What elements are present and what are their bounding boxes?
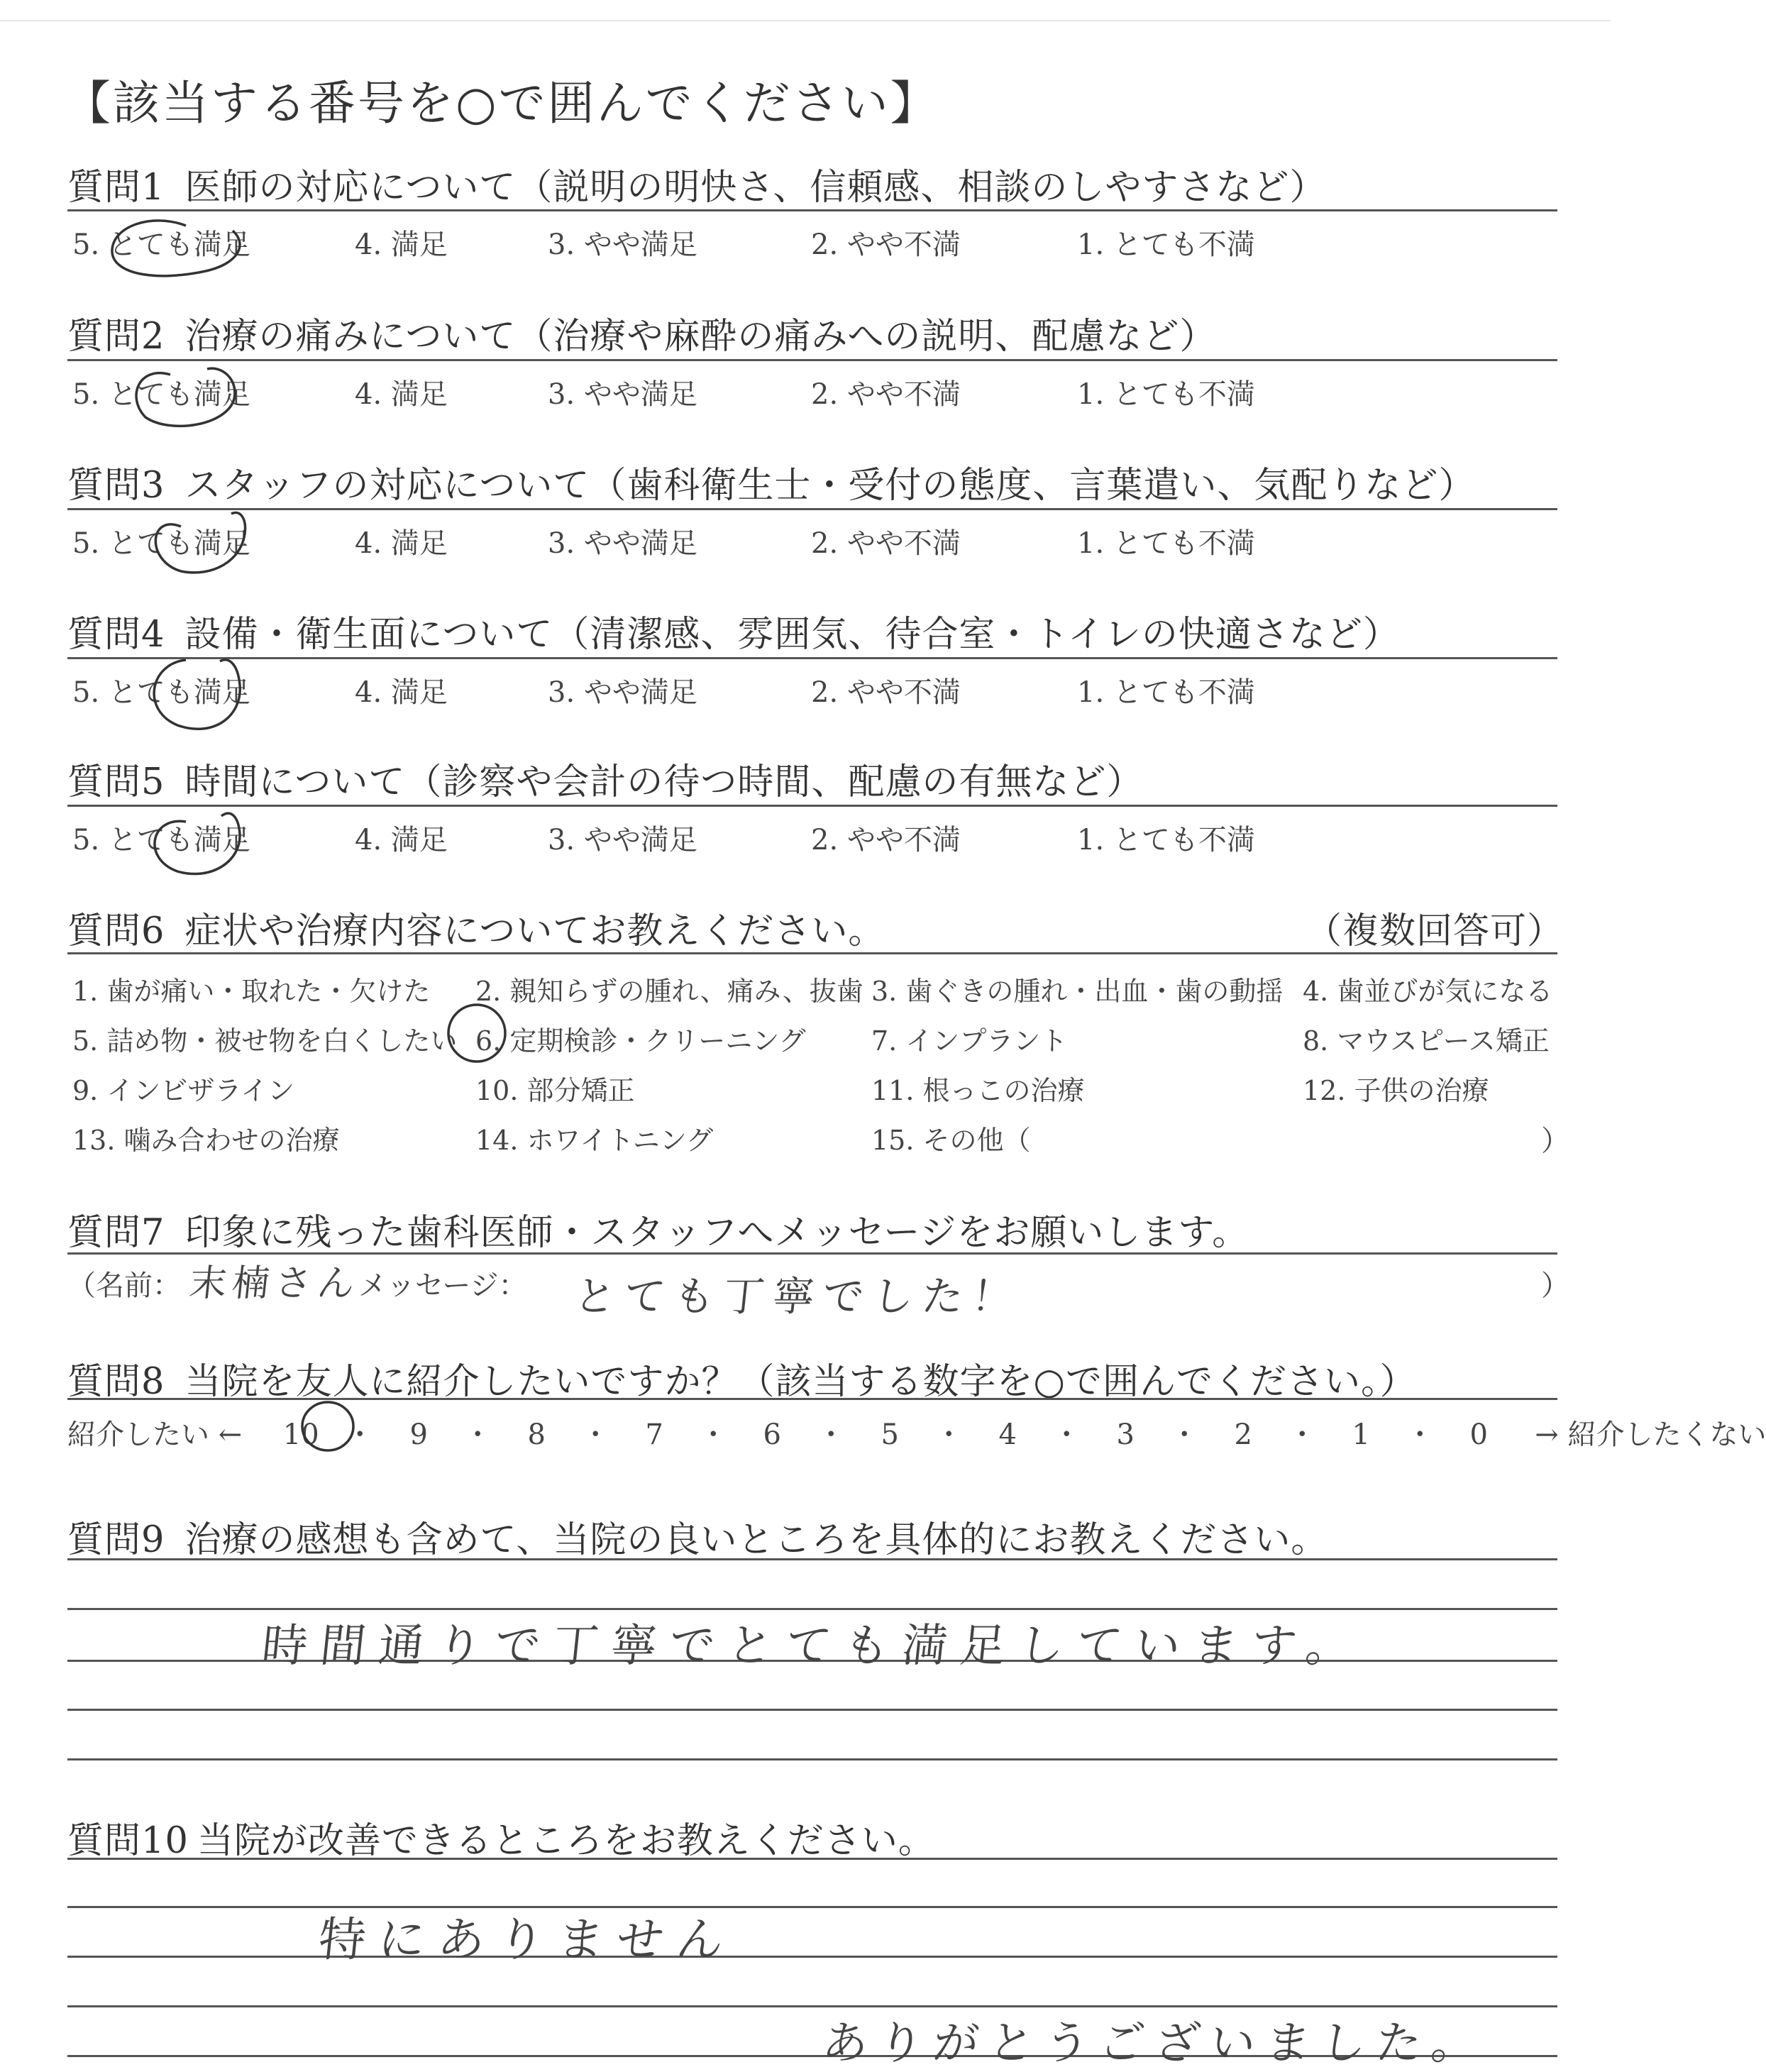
q6-item-3[interactable]: 3. 歯ぐきの腫れ・出血・歯の動揺 xyxy=(871,976,1284,1007)
q5-option-2[interactable]: 2. やや不満 xyxy=(811,824,961,856)
q6-item-8[interactable]: 8. マウスピース矯正 xyxy=(1303,1025,1550,1057)
question-8-rule xyxy=(67,1398,1557,1400)
q4-option-1[interactable]: 1. とても不満 xyxy=(1077,676,1255,709)
q6-item-1[interactable]: 1. 歯が痛い・取れた・欠けた xyxy=(72,976,431,1007)
scale-value-2[interactable]: 2 xyxy=(1234,1418,1252,1451)
multiple-answers-note: （複数回答可） xyxy=(1306,910,1564,952)
q2-option-5[interactable]: 5. とても満足 xyxy=(72,378,250,411)
recommend-scale xyxy=(67,1412,1766,1453)
scale-value-3[interactable]: 3 xyxy=(1116,1418,1135,1451)
handwritten-closing-thanks: ありがとうございました。 xyxy=(819,2017,1490,2070)
question-number: 質問1 xyxy=(67,167,165,209)
question-number: 質問4 xyxy=(67,614,165,656)
q10-answer-line-2 xyxy=(67,1906,1557,1908)
scale-separator: ・ xyxy=(1052,1418,1081,1451)
q6-item-9[interactable]: 9. インビザライン xyxy=(72,1075,295,1106)
top-edge-line xyxy=(0,20,1611,21)
question-7-heading xyxy=(67,1203,1249,1255)
scale-left-label: 紹介したい ← xyxy=(67,1418,243,1451)
scale-separator: ・ xyxy=(1288,1418,1317,1451)
q4-option-3[interactable]: 3. やや満足 xyxy=(548,676,697,709)
q10-handwritten-answer: 特にありません xyxy=(316,1912,739,1967)
question-number: 質問8 xyxy=(67,1361,165,1403)
question-text: 当院が改善できるところをお教えください。 xyxy=(197,1820,935,1862)
q6-item-11[interactable]: 11. 根っこの治療 xyxy=(871,1075,1085,1106)
question-text: 設備・衛生面について（清潔感、雰囲気、待合室・トイレの快適さなど） xyxy=(184,614,1400,656)
q9-answer-line-5 xyxy=(67,1758,1557,1760)
q6-item-10[interactable]: 10. 部分矯正 xyxy=(475,1075,635,1106)
question-number: 質問3 xyxy=(67,465,165,507)
question-9-heading xyxy=(67,1510,1328,1563)
q6-item-13[interactable]: 13. 噛み合わせの治療 xyxy=(72,1125,340,1156)
question-number: 質問7 xyxy=(67,1212,165,1254)
question-1-rule xyxy=(67,209,1557,211)
question-6-heading xyxy=(67,901,885,954)
question-text: 治療の感想も含めて、当院の良いところを具体的にお教えください。 xyxy=(184,1519,1328,1561)
scale-separator: ・ xyxy=(581,1418,610,1451)
scale-value-4[interactable]: 4 xyxy=(998,1418,1017,1451)
question-2-heading xyxy=(67,307,1216,359)
q6-item-12[interactable]: 12. 子供の治療 xyxy=(1303,1075,1489,1106)
q9-handwritten-answer: 時間通りで丁寧でとても満足しています。 xyxy=(259,1620,1367,1673)
scale-value-7[interactable]: 7 xyxy=(645,1418,663,1451)
scale-separator: ・ xyxy=(934,1418,964,1451)
q6-item-6[interactable]: 6. 定期検診・クリーニング xyxy=(475,1025,806,1057)
scale-value-8[interactable]: 8 xyxy=(527,1418,546,1451)
q9-answer-line-1 xyxy=(67,1558,1557,1560)
scale-value-10[interactable]: 10 xyxy=(282,1418,319,1451)
q10-answer-line-1 xyxy=(67,1858,1557,1860)
q4-option-2[interactable]: 2. やや不満 xyxy=(811,676,961,709)
question-text: 症状や治療内容についてお教えください。 xyxy=(184,910,885,952)
question-number: 質問2 xyxy=(67,316,165,358)
q3-option-5[interactable]: 5. とても満足 xyxy=(72,527,250,560)
q2-option-3[interactable]: 3. やや満足 xyxy=(548,378,697,411)
question-number: 質問10 xyxy=(67,1820,189,1862)
question-number: 質問6 xyxy=(67,910,165,952)
q6-item-4[interactable]: 4. 歯並びが気になる xyxy=(1303,976,1553,1007)
q3-option-3[interactable]: 3. やや満足 xyxy=(548,527,697,560)
scale-separator: ・ xyxy=(346,1418,375,1451)
q4-option-4[interactable]: 4. 満足 xyxy=(355,676,448,709)
q5-option-4[interactable]: 4. 満足 xyxy=(355,824,448,856)
q5-option-5[interactable]: 5. とても満足 xyxy=(72,824,250,856)
question-3-heading xyxy=(67,456,1475,508)
question-5-rule xyxy=(67,805,1557,807)
q1-option-2[interactable]: 2. やや不満 xyxy=(811,228,961,261)
q7-close-paren: ） xyxy=(1541,1269,1569,1302)
scale-value-6[interactable]: 6 xyxy=(763,1418,781,1451)
q2-option-2[interactable]: 2. やや不満 xyxy=(811,378,961,411)
q5-option-1[interactable]: 1. とても不満 xyxy=(1077,824,1255,856)
scale-value-9[interactable]: 9 xyxy=(409,1418,428,1451)
q9-answer-line-4 xyxy=(67,1709,1557,1711)
q3-option-4[interactable]: 4. 満足 xyxy=(355,527,448,560)
question-6-rule xyxy=(67,952,1557,954)
question-number: 質問5 xyxy=(67,761,165,803)
q1-option-5[interactable]: 5. とても満足 xyxy=(72,228,250,261)
question-8-heading xyxy=(67,1352,1416,1404)
q2-option-4[interactable]: 4. 満足 xyxy=(355,378,448,411)
question-number: 質問9 xyxy=(67,1519,165,1561)
message-label: メッセージ： xyxy=(358,1269,527,1302)
q4-option-5[interactable]: 5. とても満足 xyxy=(72,676,250,709)
scale-separator: ・ xyxy=(463,1418,492,1451)
q6-item-15[interactable]: 15. その他（ xyxy=(871,1125,1031,1156)
q2-option-1[interactable]: 1. とても不満 xyxy=(1077,378,1255,411)
scale-value-5[interactable]: 5 xyxy=(881,1418,899,1451)
question-4-rule xyxy=(67,657,1557,659)
name-label: （名前： xyxy=(67,1269,181,1302)
question-text: 治療の痛みについて（治療や麻酔の痛みへの説明、配慮など） xyxy=(184,316,1217,358)
question-text: スタッフの対応について（歯科衛生士・受付の態度、言葉遣い、気配りなど） xyxy=(184,465,1476,507)
q1-option-4[interactable]: 4. 満足 xyxy=(355,228,448,261)
q6-other-close-paren: ） xyxy=(1541,1125,1569,1157)
scale-value-1[interactable]: 1 xyxy=(1352,1418,1370,1451)
q1-option-3[interactable]: 3. やや満足 xyxy=(548,228,697,261)
scale-value-0[interactable]: 0 xyxy=(1469,1418,1488,1451)
question-text: 印象に残った歯科医師・スタッフへメッセージをお願いします。 xyxy=(184,1212,1249,1254)
scale-separator: ・ xyxy=(817,1418,846,1451)
q10-answer-line-3 xyxy=(67,1956,1557,1958)
question-4-heading xyxy=(67,605,1400,657)
q1-option-1[interactable]: 1. とても不満 xyxy=(1077,228,1255,261)
question-text: 医師の対応について（説明の明快さ、信頼感、相談のしやすさなど） xyxy=(184,167,1327,209)
question-5-heading xyxy=(67,752,1143,805)
message-handwritten: とても丁寧でした！ xyxy=(571,1272,1025,1321)
q3-option-2[interactable]: 2. やや不満 xyxy=(811,527,961,560)
q6-item-14[interactable]: 14. ホワイトニング xyxy=(475,1125,714,1156)
question-3-rule xyxy=(67,508,1557,510)
question-text: 時間について（診察や会計の待つ時間、配慮の有無など） xyxy=(184,761,1144,803)
q5-option-3[interactable]: 3. やや満足 xyxy=(548,824,697,856)
question-text: 当院を友人に紹介したいですか？（該当する数字を○で囲んでください。） xyxy=(184,1361,1417,1403)
question-10-heading xyxy=(67,1811,935,1863)
question-2-rule xyxy=(67,359,1557,361)
q6-item-5[interactable]: 5. 詰め物・被せ物を白くしたい xyxy=(72,1025,458,1057)
name-handwritten: 末楠さん xyxy=(187,1262,363,1305)
scale-separator: ・ xyxy=(699,1418,728,1451)
instruction-title: 【該当する番号を○で囲んでください】 xyxy=(64,76,939,131)
question-1-heading xyxy=(67,158,1326,210)
scale-separator: ・ xyxy=(1406,1418,1435,1451)
q3-option-1[interactable]: 1. とても不満 xyxy=(1077,527,1255,560)
q6-item-2[interactable]: 2. 親知らずの腫れ、痛み、抜歯 xyxy=(475,976,863,1007)
scale-right-label: → 紹介したくない xyxy=(1535,1418,1766,1451)
q6-item-7[interactable]: 7. インプラント xyxy=(871,1025,1068,1057)
scale-separator: ・ xyxy=(1170,1418,1199,1451)
